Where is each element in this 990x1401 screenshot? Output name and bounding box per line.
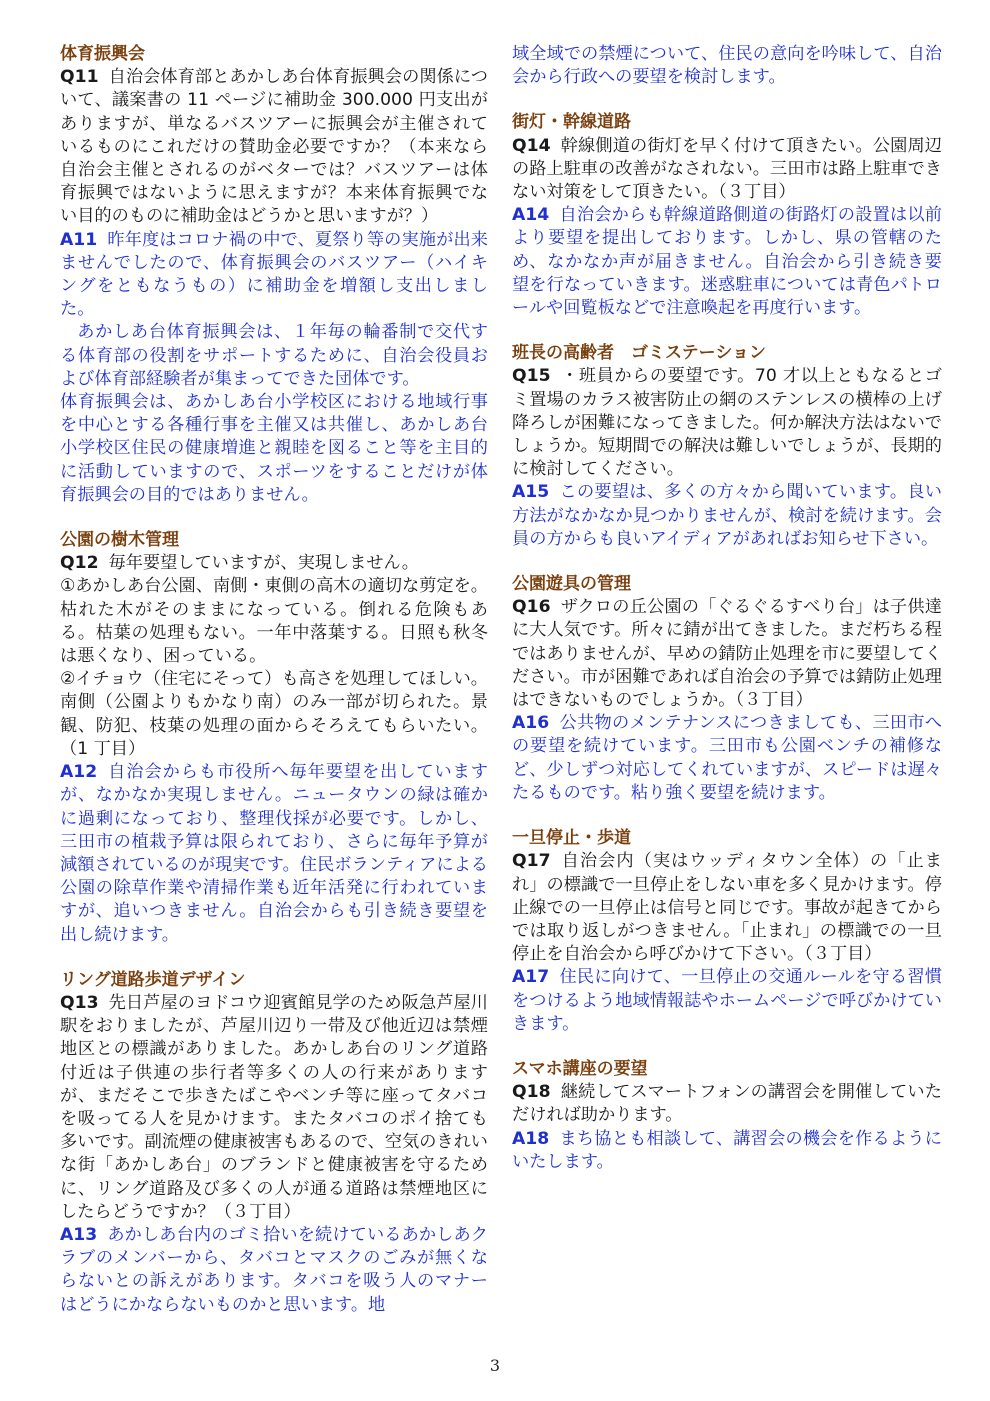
answer-a11 (60, 229, 488, 322)
question-q12-item-2: ②イチョウ（住宅にそって）も高さを処理してほしい。南側（公園よりもかなり南）のみ一部が切られた。景観、防犯、枝葉の処理の面からそろえてもらいたい。（1 丁目） (60, 669, 488, 759)
answer-label: A17 (512, 967, 550, 988)
answer-text: 自治会からも幹線道路側道の街路灯の設置は以前より要望を提出しております。しかし、県の管轄のため、なかなか声が届きません。自治会から引き続き要望を行なっていきます。迷惑駐車については青色パトロールや回覧板などで注意喚起を再度行います。 (512, 205, 942, 319)
left-column (60, 43, 488, 1339)
question-q16 (512, 596, 942, 712)
question-text: 自治会内（実はウッディタウン全体）の「止まれ」の標識で一旦停止をしない車を多く見かけます。停止線での一旦停止は信号と同じです。事故が起きてからでは取り返しがつきません。「止まれ」の標識での一旦停止を自治会から呼びかけて下さい。（３丁目） (512, 851, 942, 965)
answer-a13-continued (512, 43, 942, 89)
section-park-trees (60, 529, 488, 947)
section-streetlights (512, 111, 942, 320)
answer-text: 域全域での禁煙について、住民の意向を吟味して、自治会から行政への要望を検討します。 (512, 44, 942, 88)
answer-a14 (512, 204, 942, 320)
answer-label: A14 (512, 205, 550, 226)
question-label: Q17 (512, 851, 551, 872)
answer-a16 (512, 712, 942, 805)
answer-a13 (60, 1224, 488, 1317)
question-label: Q13 (60, 992, 99, 1013)
question-label: Q15 (512, 366, 551, 387)
answer-text: この要望は、多くの方々から聞いています。良い方法がなかなか見つかりませんが、検討を続けます。会員の方からも良いアイディアがあればお知らせ下さい。 (512, 482, 942, 549)
question-q17 (512, 850, 942, 966)
question-label: Q18 (512, 1082, 551, 1103)
section-heading: 一旦停止・歩道 (512, 828, 631, 849)
answer-a17 (512, 966, 942, 1036)
section-smartphone-class (512, 1058, 942, 1174)
right-column (512, 43, 942, 1196)
answer-label: A15 (512, 482, 550, 503)
question-label: Q14 (512, 135, 551, 156)
answer-text: 住民に向けて、一旦停止の交通ルールを守る習慣をつけるよう地域情報誌やホームページで呼びかけていきます。 (512, 967, 942, 1034)
page-number: 3 (489, 1356, 501, 1375)
section-heading: リング道路歩道デザイン (60, 969, 246, 990)
question-label: Q11 (60, 67, 99, 88)
question-q11 (60, 66, 488, 228)
question-text: 先日芦屋のヨドコウ迎賓館見学のため阪急芦屋川駅をおりましたが、芦屋川辺り一帯及び他近辺は禁煙地区との標識がありました。あかしあ台のリング道路付近は子供連の歩行者等多くの人の行来がありますが、まだそこで歩きたばこやベンチ等に座ってタバコを吸ってる人を見かけます。またタバコのポイ捨ても多いです。副流煙の健康被害もあるので、空気のきれいな街「あかしあ台」のブランドと健康被害を守るために、リング道路及び多くの人が通る道路は禁煙地区にしたらどうですか？（３丁目） (60, 992, 488, 1222)
answer-a18 (512, 1128, 942, 1174)
question-text: ザクロの丘公園の「ぐるぐるすべり台」は子供達に大人気です。所々に錆が出てきました。まだ朽ちる程ではありませんが、早めの錆防止処理を市に要望してください。市が困難であれば自治会の予算では錆防止処理はできないものでしょうか。（３丁目） (512, 597, 942, 711)
answer-a12 (60, 761, 488, 947)
answer-label: A11 (60, 229, 98, 250)
answer-label: A16 (512, 713, 550, 734)
question-q12-item-1: ①あかしあ台公園、南側・東側の高木の適切な剪定を。枯れた木がそのままになっている。倒れる危険もある。枯葉の処理もない。一年中落葉する。日照も秋冬は悪くなり、困っている。 (60, 576, 488, 667)
section-park-equipment (512, 573, 942, 805)
question-q15 (512, 365, 942, 481)
answer-text: 昨年度はコロナ禍の中で、夏祭り等の実施が出来ませんでしたので、体育振興会のバスツアー（ハイキングをともなうもの）に補助金を増額し支出しました。 (60, 229, 488, 320)
section-stop-sign (512, 827, 942, 1036)
answer-label: A13 (60, 1224, 98, 1245)
answer-text: 自治会からも市役所へ毎年要望を出していますが、なかなか実現しません。ニュータウンの緑は確かに過剰になっており、整理伐採が必要です。しかし、三田市の植栽予算は限られており、さらに毎年予算が減額されているのが現実です。住民ボランティアによる公園の除草作業や清掃作業も近年活発に行われていますが、追いつきません。自治会からも引き続き要望を出し続けます。 (60, 762, 488, 945)
question-text: 毎年要望していますが、実現しません。 (108, 553, 419, 574)
answer-text: あかしあ台内のゴミ拾いを続けているあかしあクラブのメンバーから、タバコとマスクのごみが無くならないとの訴えがあります。タバコを吸う人のマナーはどうにかならないものかと思います。地 (60, 1224, 488, 1315)
section-sports-association (60, 43, 488, 507)
answer-text: 公共物のメンテナンスにつきましても、三田市への要望を続けています。三田市も公園ベンチの補修など、少しずつ対応してくれていますが、スピードは遅々たるものです。粘り強く要望を続けます。 (512, 713, 942, 803)
question-label: Q12 (60, 553, 99, 574)
question-text: ・班員からの要望です。70 才以上ともなるとゴミ置場のカラス被害防止の網のステンレスの横棒の上げ降ろしが困難になってきました。何か解決方法はないでしょうか。短期間での解決は難しいでしょうが、長期的に検討してください。 (512, 366, 942, 480)
answer-label: A12 (60, 762, 98, 783)
section-heading: スマホ講座の要望 (512, 1058, 648, 1079)
question-q14 (512, 135, 942, 205)
answer-label: A18 (512, 1128, 550, 1149)
answer-text: まち協とも相談して、講習会の機会を作るようにいたします。 (512, 1128, 942, 1172)
section-garbage-station (512, 342, 942, 551)
question-label: Q16 (512, 597, 551, 618)
section-heading: 公園の樹木管理 (60, 530, 179, 551)
question-q13 (60, 992, 488, 1224)
question-q18 (512, 1081, 942, 1127)
answer-a15 (512, 481, 942, 551)
question-q12 (60, 552, 488, 575)
question-text: 幹線側道の街灯を早く付けて頂きたい。公園周辺の路上駐車の改善がなされない。三田市は路上駐車できない対策をして頂きたい。（３丁目） (512, 135, 942, 203)
answer-a11-paragraph-3: 体育振興会は、あかしあ台小学校区における地域行事を中心とする各種行事を主催又は共催し、あかしあ台小学校区住民の健康増進と親睦を図ること等を主目的に活動していますので、スポーツをすることだけが体育振興会の目的ではありません。 (60, 392, 488, 505)
section-heading: 体育振興会 (60, 44, 145, 64)
section-heading: 街灯・幹線道路 (512, 112, 631, 133)
question-text: 継続してスマートフォンの講習会を開催していただければ助かります。 (512, 1082, 942, 1126)
question-text: 自治会体育部とあかしあ台体育振興会の関係について、議案書の 11 ページに補助金 300.000 円支出がありますが、単なるバスツアーに振興会が主催されているものにこれだけの賛助金必要ですか？（本来なら自治会主催とされるのがベターでは？バスツアーは体育振興ではないように思えますが？本来体育振興でない目的のものに補助金はどうかと思いますが？） (60, 67, 488, 227)
answer-a11-paragraph-2: あかしあ台体育振興会は、１年毎の輪番制で交代する体育部の役割をサポートするために、自治会役員および体育部経験者が集まってできた団体です。 (60, 322, 488, 389)
section-heading: 公園遊具の管理 (512, 574, 631, 595)
section-ring-road (60, 969, 488, 1317)
section-heading: 班長の高齢者 ゴミステーション (512, 343, 766, 364)
